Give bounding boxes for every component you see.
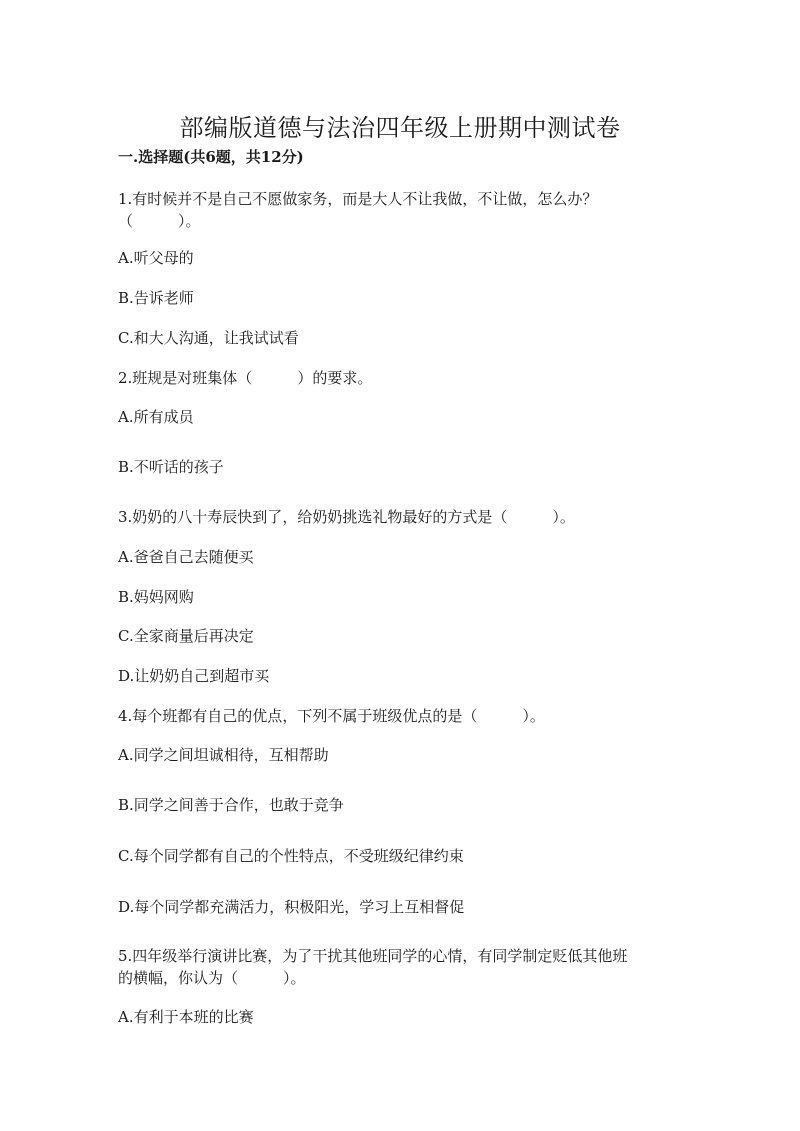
question-2-stem: 2.班规是对班集体（ ）的要求。	[118, 369, 373, 387]
question-3-option-d: D.让奶奶自己到超市买	[118, 667, 270, 685]
question-1-stem-line-1: 1.有时候并不是自己不愿做家务，而是大人不让我做，不让做，怎么办？	[118, 190, 598, 208]
question-3-option-a: A.爸爸自己去随便买	[118, 548, 254, 566]
question-3-stem: 3.奶奶的八十寿辰快到了，给奶奶挑选礼物最好的方式是（ ）。	[118, 508, 575, 526]
question-4-option-a: A.同学之间坦诚相待，互相帮助	[118, 746, 329, 764]
question-2-option-b: B.不听话的孩子	[118, 458, 224, 476]
question-4-option-d: D.每个同学都充满活力，积极阳光，学习上互相督促	[118, 898, 465, 916]
question-4-stem: 4.每个班都有自己的优点，下列不属于班级优点的是（ ）。	[118, 707, 545, 725]
question-5-stem-line-2: 的横幅，你认为（ ）。	[118, 969, 306, 987]
question-4-option-c: C.每个同学都有自己的个性特点，不受班级纪律约束	[118, 847, 464, 865]
question-4-option-b: B.同学之间善于合作，也敢于竞争	[118, 796, 344, 814]
question-2-option-a: A.所有成员	[118, 408, 194, 426]
question-3-option-c: C.全家商量后再决定	[118, 627, 254, 645]
section-heading: 一.选择题(共6题，共12分)	[118, 148, 304, 166]
question-1-stem-line-2: （ ）。	[118, 212, 201, 230]
question-1-option-b: B.告诉老师	[118, 289, 194, 307]
question-3-option-b: B.妈妈网购	[118, 588, 194, 606]
question-5-option-a: A.有利于本班的比赛	[118, 1008, 254, 1026]
page-title: 部编版道德与法治四年级上册期中测试卷	[179, 114, 621, 143]
question-1-option-c: C.和大人沟通，让我试试看	[118, 329, 299, 347]
question-5-stem-line-1: 5.四年级举行演讲比赛，为了干扰其他班同学的心情，有同学制定贬低其他班	[118, 947, 628, 965]
question-1-option-a: A.听父母的	[118, 249, 194, 267]
